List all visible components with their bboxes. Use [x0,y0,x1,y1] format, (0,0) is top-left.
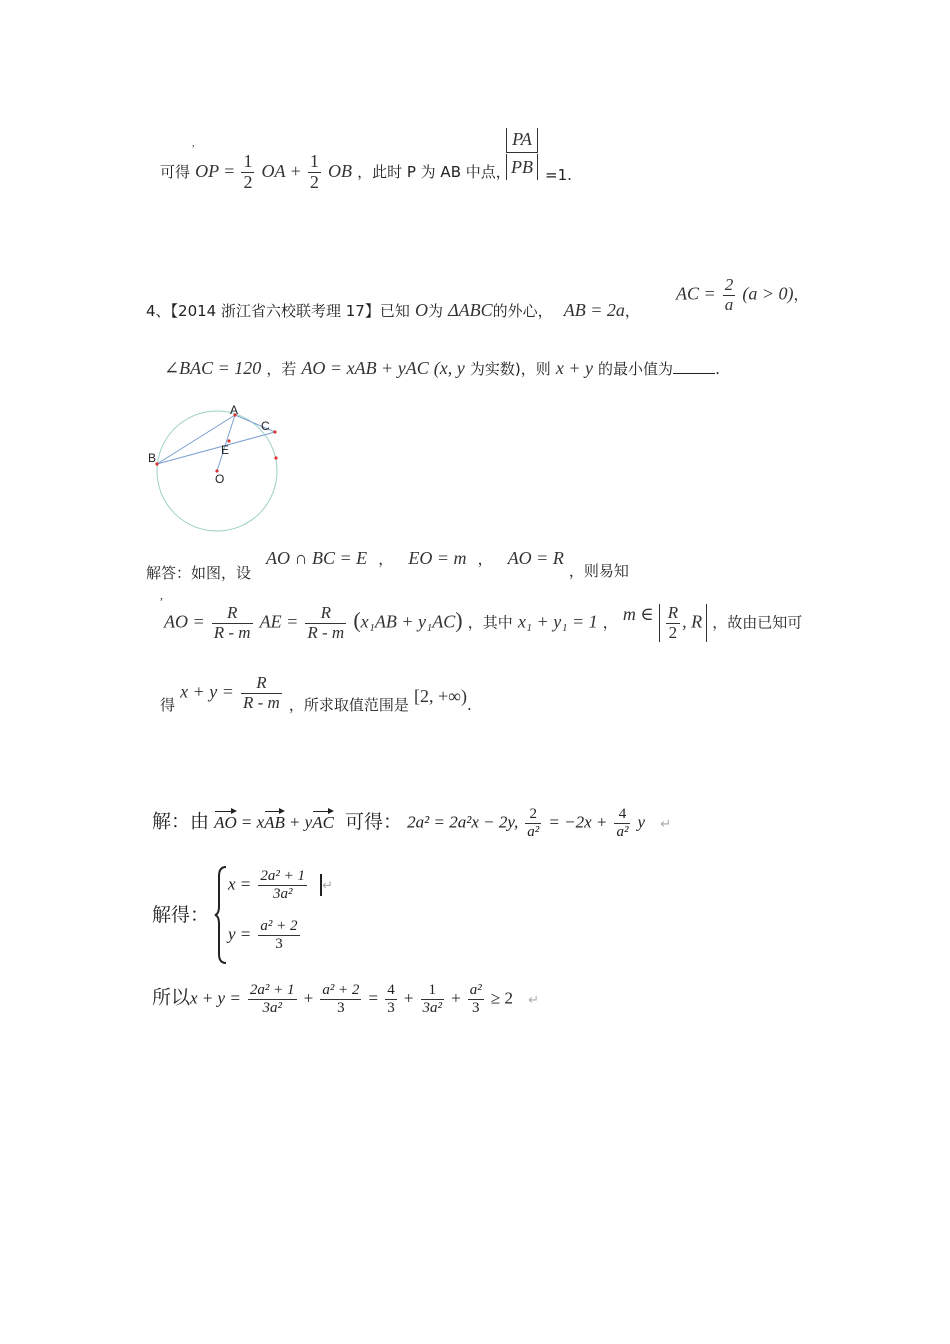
equals-sign: = [224,160,235,181]
denominator-a2: a² [616,823,629,840]
ae-expr: AE = [259,611,299,632]
problem-4-line2 [164,358,720,379]
where-text: ，其中 [467,613,513,632]
prefix-text: 可得 [160,162,191,181]
interval-denominator: 2 [668,622,678,642]
numerator-4: 4 [614,806,630,824]
interval-r: , R [682,611,703,632]
pb-abs: PB [506,154,538,180]
label-c: C [261,419,270,433]
comma: ， [602,613,618,632]
x-numerator: 2a² + 1 [260,868,305,884]
easy-text: ，则易知 [568,562,629,580]
rm-denominator: R - m [307,622,345,642]
period: . [467,695,472,714]
plus-sign: + [403,988,414,1008]
r-numerator: R [305,604,346,624]
triangle-abc: ΔABC [448,300,493,320]
intersection-def: AO ∩ BC = E [266,548,368,568]
problem-4-line1 [146,300,640,321]
return-mark: ↵ [322,878,333,894]
inequality: ≥ 2 [490,988,513,1008]
term1-denominator: 3a² [262,999,282,1016]
ratio-fraction [504,128,540,180]
plus-sign: + [303,988,314,1008]
interval-bracket [659,604,707,642]
known-text: ，故由已知可 [712,613,803,632]
ac-length [676,276,809,314]
term4-numerator: 1 [421,982,445,1000]
plus-sign: + [451,988,461,1008]
denominator-a2: a² [527,823,540,840]
range-paren-close: ) [461,685,467,706]
midpoint-conclusion-line [160,152,511,193]
term3-denominator: 3 [387,999,395,1016]
answer-line3 [160,674,472,712]
range-value: 2, +∞ [420,685,461,706]
problem-source: 【2014 浙江省六校联考理 17】 [170,302,380,320]
if-text: ，若 [266,360,297,378]
comma: ， [477,550,493,568]
eo-def: EO = m [408,548,467,568]
de-text: 得 [160,695,176,714]
answer-intro-text: 解答：如图，设 [146,564,252,582]
y-lhs: y = [228,924,252,944]
x-plus-y: x + y [555,358,593,378]
circumcenter-text: 的外心， [492,302,553,320]
coef-x: x [256,812,265,832]
label-b: B [148,451,157,465]
y-solution [228,918,302,952]
term5-denominator: 3 [472,999,480,1016]
label-e: E [221,443,230,457]
ob-symbol: OB [327,160,352,181]
answer-intro [146,562,251,583]
system-brace [214,866,228,964]
sum-line [152,982,539,1016]
midpoint-text: ，此时 P 为 AB 中点， [357,162,511,181]
term1-numerator: 2a² + 1 [249,982,295,998]
return-mark: ↵ [528,992,539,1008]
point-o: O [414,300,428,320]
sum-lhs: x + y = [190,988,241,1008]
label-o: O [215,472,225,486]
x-lhs: x = [228,874,252,894]
equals-sign: = [241,812,252,832]
point-extra [274,456,277,459]
sum-expr: x + y = [180,681,234,702]
rm-denominator: R - m [213,622,251,642]
vector-ac: AC [312,812,334,832]
paren-open: ( [353,607,361,633]
y-denominator: 3 [275,935,283,952]
comma: ， [624,302,640,320]
term3-numerator: 4 [387,982,395,998]
fraction-numerator: 1 [309,151,319,171]
vector-ao: AO [214,812,237,832]
range-bracket-open: [ [414,685,421,706]
circumcircle-diagram [140,400,300,540]
obtain-text: 可得： [345,810,403,833]
point-c [273,430,276,433]
ab-length: AB = 2a [563,300,625,320]
ratio-result: =1. [545,166,572,184]
given-text: 已知 [379,302,410,320]
ao-def: AO = R [507,548,564,568]
coef-y: y [304,812,313,832]
fraction-denominator: 2 [243,171,253,192]
ac-condition: (a > 0) [742,283,794,304]
equation-a: 2a² = 2a²x − 2y, [407,812,519,832]
plus-sign: + [290,160,301,181]
half-fraction-2 [308,152,321,193]
angle-bac: ∠BAC = 120 [164,358,262,378]
r-numerator: R [212,604,253,624]
range-text: ，所求取值范围是 [288,695,409,714]
pa-abs: PA [506,128,538,153]
combination-expr: x₁AB + y₁AC [360,611,456,632]
circum-text: 为 [427,302,443,320]
comma: ， [378,550,394,568]
solve-label: 解得： [152,904,210,926]
term2-numerator: a² + 2 [322,982,360,998]
paren-close: ) [455,607,463,633]
min-text: 的最小值为 [598,360,674,378]
x-denominator: 3a² [272,885,293,902]
comma: ， [793,285,809,304]
ac-lhs: AC = [676,283,716,304]
tick-mark: , [160,588,163,602]
ac-denominator: a [724,294,734,314]
answer-line2 [164,604,802,642]
x1-plus-y1: x₁ + y₁ = 1 [517,611,598,632]
return-mark: ↵ [660,816,672,832]
solution-intro: 解：由 [152,810,210,833]
problem-number: 4、 [146,302,171,320]
so-text: 所以 [152,986,191,1009]
op-symbol: OP [195,160,220,181]
real-text: 为实数)，则 [469,360,551,378]
term4-denominator: 3a² [422,999,442,1016]
oa-symbol: OA [261,160,286,181]
ac-numerator: 2 [724,275,734,294]
plus-sign: + [289,812,300,832]
equation-b: = −2x + [548,812,608,832]
rm-denominator: R - m [242,692,280,712]
term5-numerator: a² [469,982,482,998]
vector-equation: AO = xAB + yAC [301,358,429,378]
ao-expr: AO = [164,611,205,632]
term2-denominator: 3 [337,999,345,1016]
half-fraction [241,152,254,193]
fraction-denominator: 2 [309,171,319,192]
numerator-2: 2 [525,806,541,824]
period: . [715,360,720,378]
equation-c: y [637,812,646,832]
m-in: m ∈ [622,603,654,624]
solution-line1 [152,806,671,840]
interval-numerator: R [667,603,679,622]
label-a: A [230,403,239,417]
r-numerator: R [241,674,282,694]
x-solution [228,868,333,902]
equals-sign: = [368,988,379,1008]
xy-paren: (x, y [433,358,465,378]
vector-ab: AB [264,812,285,832]
y-numerator: a² + 2 [260,918,298,934]
answer-defs [266,548,629,580]
stray-mark: , [192,138,195,149]
segment-bc [157,432,275,464]
answer-blank [673,359,715,374]
fraction-numerator: 1 [243,151,253,171]
